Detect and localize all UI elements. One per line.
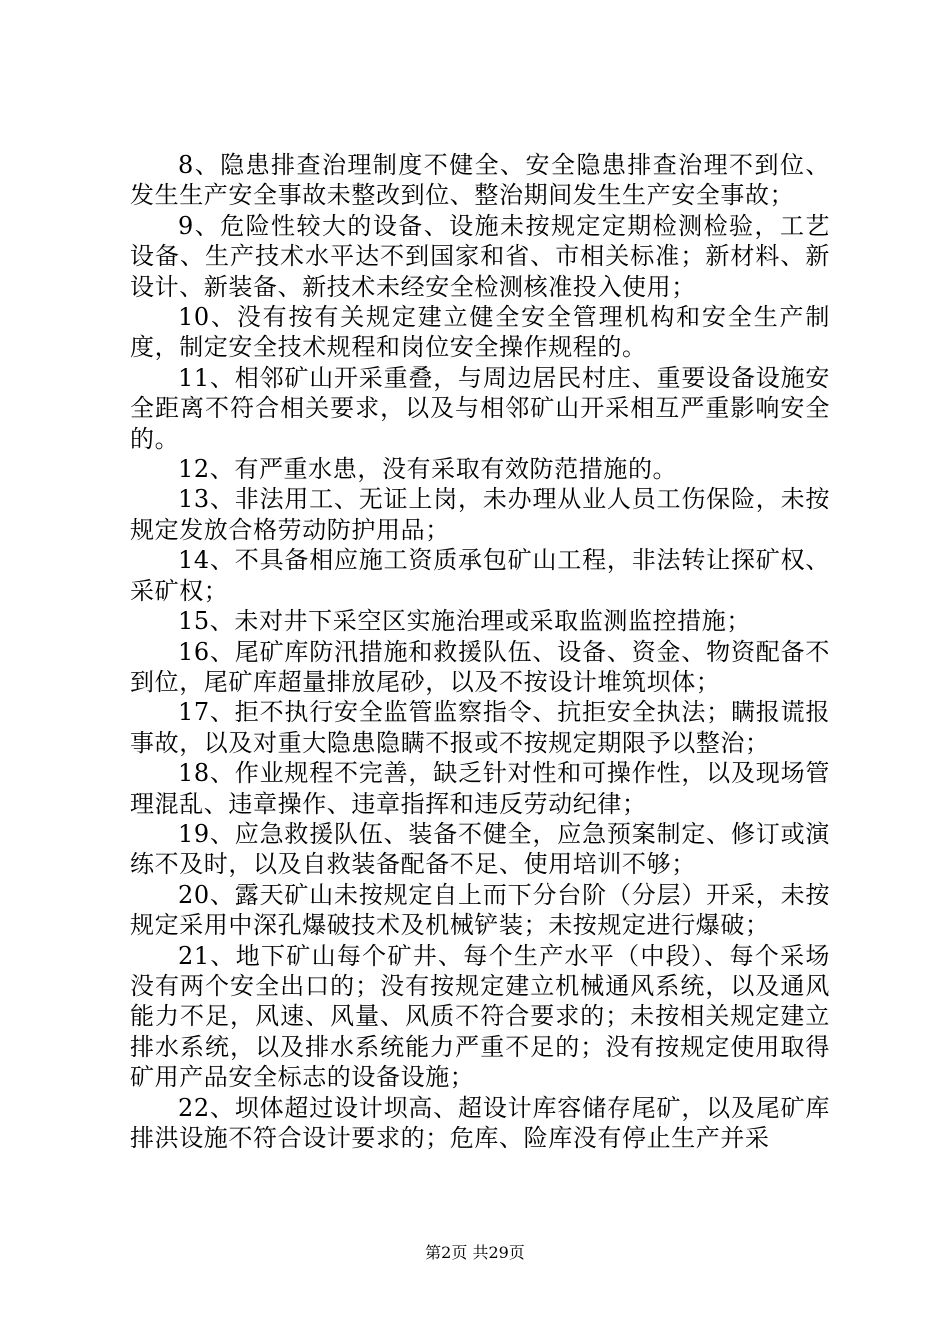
paragraph-item-17: 17、拒不执行安全监管监察指令、抗拒安全执法；瞒报谎报事故，以及对重大隐患隐瞒不报或不按规定期限予以整治； bbox=[130, 698, 830, 757]
page-number-footer: 第2页 共29页 bbox=[425, 1243, 525, 1262]
paragraph-item-22: 22、坝体超过设计坝高、超设计库容储存尾矿，以及尾矿库排洪设施不符合设计要求的；危库、险库没有停止生产并采 bbox=[130, 1093, 830, 1152]
paragraph-item-11: 11、相邻矿山开采重叠，与周边居民村庄、重要设备设施安全距离不符合相关要求，以及与相邻矿山开采相互严重影响安全的。 bbox=[130, 363, 830, 453]
paragraph-item-9: 9、危险性较大的设备、设施未按规定定期检测检验，工艺设备、生产技术水平达不到国家和省、市相关标准；新材料、新设计、新装备、新技术未经安全检测核准投入使用； bbox=[130, 211, 830, 301]
paragraph-item-13: 13、非法用工、无证上岗，未办理从业人员工伤保险，未按规定发放合格劳动防护用品； bbox=[130, 485, 830, 544]
paragraph-item-18: 18、作业规程不完善，缺乏针对性和可操作性，以及现场管理混乱、违章操作、违章指挥和违反劳动纪律； bbox=[130, 759, 830, 818]
document-body bbox=[130, 150, 830, 1153]
paragraph-item-12: 12、有严重水患，没有采取有效防范措施的。 bbox=[178, 455, 678, 484]
paragraph-item-8: 8、隐患排查治理制度不健全、安全隐患排查治理不到位、发生生产安全事故未整改到位、整治期间发生生产安全事故； bbox=[130, 151, 830, 210]
paragraph-item-15: 15、未对井下采空区实施治理或采取监测监控措施； bbox=[178, 607, 751, 636]
paragraph-item-21: 21、地下矿山每个矿井、每个生产水平（中段）、每个采场没有两个安全出口的；没有按规定建立机械通风系统，以及通风能力不足，风速、风量、风质不符合要求的；未按相关规定建立排水系统，以及排水系统能力严重不足的；没有按规定使用取得矿用产品安全标志的设备设施； bbox=[130, 941, 830, 1092]
paragraph-item-19: 19、应急救援队伍、装备不健全，应急预案制定、修订或演练不及时，以及自救装备配备不足、使用培训不够； bbox=[130, 819, 830, 879]
paragraph-item-20: 20、露天矿山未按规定自上而下分台阶（分层）开采，未按规定采用中深孔爆破技术及机械铲装；未按规定进行爆破； bbox=[130, 880, 830, 940]
paragraph-item-16: 16、尾矿库防汛措施和救援队伍、设备、资金、物资配备不到位，尾矿库超量排放尾砂，以及不按设计堆筑坝体； bbox=[130, 637, 830, 696]
paragraph-item-14: 14、不具备相应施工资质承包矿山工程，非法转让探矿权、采矿权； bbox=[130, 546, 830, 605]
paragraph-item-10: 10、没有按有关规定建立健全安全管理机构和安全生产制度，制定安全技术规程和岗位安全操作规程的。 bbox=[130, 303, 830, 362]
